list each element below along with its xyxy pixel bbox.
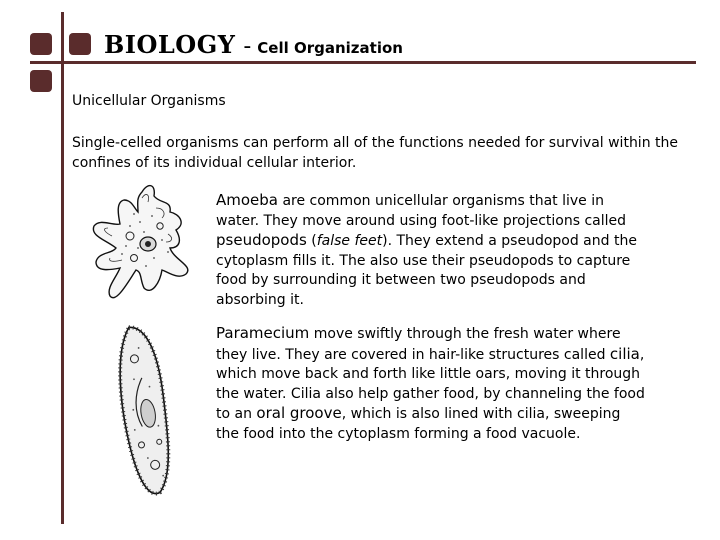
term-cilia: cilia — [609, 344, 640, 363]
decor-vertical-rule — [61, 12, 64, 524]
decor-square-3 — [30, 70, 52, 92]
decor-square-2 — [69, 33, 91, 55]
title-separator: - — [243, 34, 252, 59]
title-subtitle: Cell Organization — [257, 39, 403, 57]
page-title — [104, 30, 403, 59]
paramecium-paragraph: Paramecium move swiftly through the fresh water where they live. They are covered in hair-like structures called cilia, which move back and forth like little oars, moving it through the water. Cilia also help gather food, by channeling the food to an oral groove, which is also lined with cilia, sweeping the food into the cytoplasm forming a food vacuole. — [216, 324, 645, 442]
term-oral-groove: oral groove — [256, 404, 342, 422]
term-false-feet: false feet — [316, 233, 383, 249]
decor-square-1 — [30, 33, 52, 55]
term-pseudopods: pseudopods — [216, 231, 307, 249]
amoeba-paragraph: Amoeba are common unicellular organisms that live in water. They move around using foot-like projections called pseudopods (false feet). They extend a pseudopod and the cytoplasm fills it. The also use their pseudopods to capture food by surrounding it between two pseudopods and absorbing it. — [216, 191, 637, 308]
amoeba-illustration — [82, 178, 202, 313]
intro-paragraph: Single-celled organisms can perform all of the functions needed for survival within the confines of its individual cellular interior. — [72, 135, 678, 171]
term-paramecium: Paramecium — [216, 324, 310, 342]
section-heading: Unicellular Organisms — [72, 93, 226, 109]
title-main: BIOLOGY — [104, 30, 236, 59]
paramecium-illustration — [104, 318, 184, 508]
term-amoeba: Amoeba — [216, 191, 278, 209]
decor-horizontal-rule — [30, 61, 696, 64]
